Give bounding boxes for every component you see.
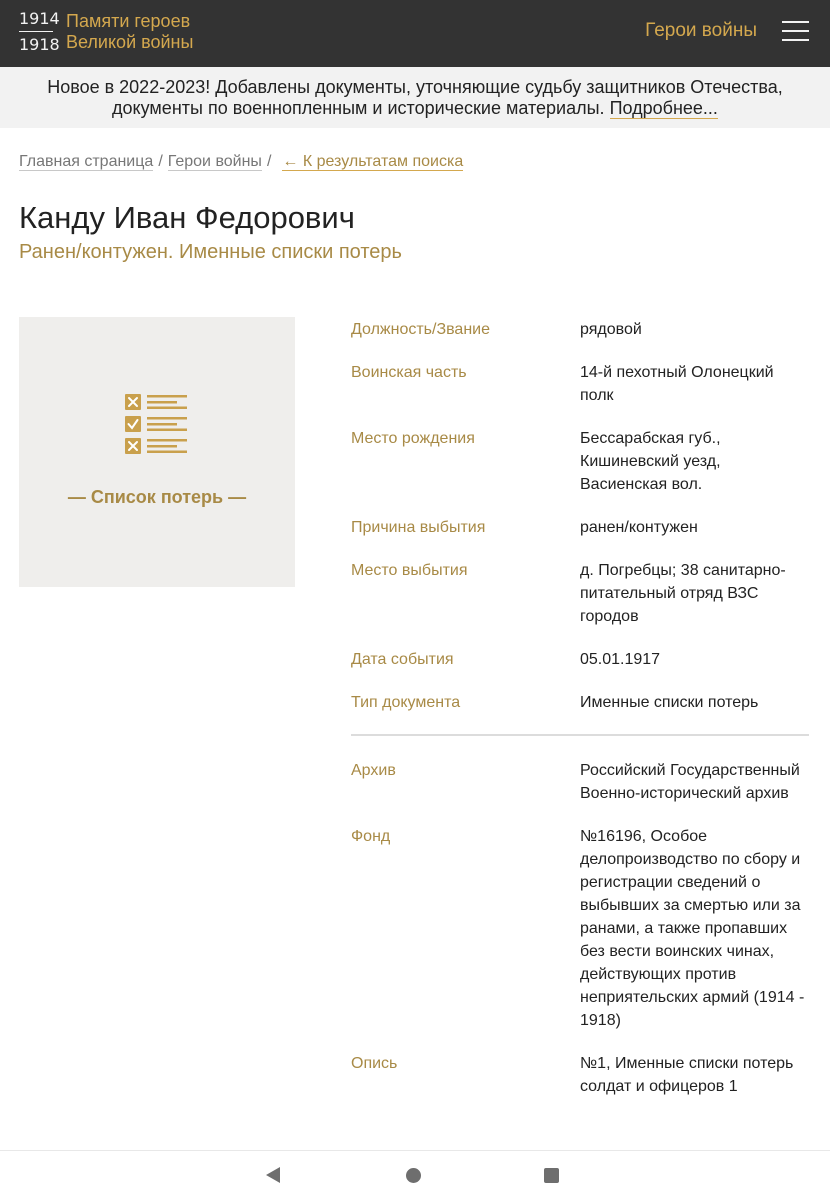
document-card[interactable]	[19, 317, 295, 587]
detail-row	[351, 1052, 809, 1098]
detail-label: Фонд	[351, 828, 391, 845]
breadcrumb-home[interactable]: Главная страница	[19, 153, 154, 170]
details-list	[351, 318, 809, 1118]
banner-text: Новое в 2022-2023! Добавлены документы, уточняющие судьбу защитников Отечества, документы по военнопленным и исторические материалы.	[47, 77, 783, 118]
checklist-icon	[125, 394, 189, 456]
detail-value: №1, Именные списки потерь солдат и офицеров 1	[580, 1055, 794, 1095]
breadcrumb-heroes[interactable]: Герои войны	[167, 153, 262, 170]
logo-year-start: 1914	[19, 9, 53, 32]
breadcrumb: Главная страница / Герои войны / ← К результатам поиска	[19, 153, 464, 170]
detail-row	[351, 825, 809, 1032]
detail-row	[351, 427, 809, 496]
detail-label: Причина выбытия	[351, 519, 486, 536]
site-title-line1: Памяти героев	[66, 11, 191, 31]
detail-row	[351, 318, 809, 341]
detail-row	[351, 691, 809, 714]
news-banner	[0, 67, 830, 128]
recent-apps-icon[interactable]	[544, 1168, 559, 1183]
android-navigation-bar	[0, 1150, 830, 1200]
detail-value: Российский Государственный Военно-исторический архив	[580, 762, 800, 802]
home-icon[interactable]	[406, 1168, 421, 1183]
detail-value: д. Погребцы; 38 санитарно-питательный отряд ВЗС городов	[580, 562, 786, 625]
detail-value: 05.01.1917	[580, 651, 661, 668]
site-header	[0, 0, 830, 67]
detail-label: Место рождения	[351, 430, 475, 447]
page-subtitle: Ранен/контужен. Именные списки потерь	[19, 241, 402, 263]
detail-label: Должность/Звание	[351, 321, 490, 338]
page-title: Канду Иван Федорович	[19, 200, 355, 235]
detail-value: Бессарабская губ., Кишиневский уезд, Васиенская вол.	[580, 430, 721, 493]
divider	[351, 734, 809, 736]
detail-value: Именные списки потерь	[580, 694, 759, 711]
detail-value: рядовой	[580, 321, 642, 338]
detail-row	[351, 516, 809, 539]
detail-label: Место выбытия	[351, 562, 468, 579]
detail-value: ранен/контужен	[580, 519, 698, 536]
logo-years[interactable]	[19, 9, 60, 55]
detail-row	[351, 361, 809, 407]
detail-label: Дата события	[351, 651, 454, 668]
detail-label: Воинская часть	[351, 364, 467, 381]
detail-label: Тип документа	[351, 694, 461, 711]
site-title-line2: Великой войны	[66, 32, 194, 52]
logo-year-end: 1918	[19, 35, 60, 54]
menu-icon[interactable]	[782, 21, 809, 41]
site-title[interactable]	[66, 11, 193, 53]
back-icon[interactable]	[266, 1167, 280, 1183]
banner-more-link[interactable]: Подробнее...	[609, 98, 718, 118]
back-to-results-link[interactable]: ← К результатам поиска	[282, 153, 464, 170]
detail-label: Опись	[351, 1055, 398, 1072]
nav-heroes-link[interactable]: Герои войны	[645, 20, 757, 41]
detail-row	[351, 559, 809, 628]
detail-row	[351, 648, 809, 671]
document-card-caption: — Список потерь —	[67, 487, 247, 507]
detail-value: №16196, Особое делопроизводство по сбору и регистрации сведений о выбывших за смертью или за ранами, а также пропавших без вести воинских чинах, действующих против неприятельских армий (1914 - 1918)	[580, 828, 805, 1029]
detail-row	[351, 759, 809, 805]
detail-value: 14-й пехотный Олонецкий полк	[580, 364, 774, 404]
detail-label: Архив	[351, 762, 396, 779]
